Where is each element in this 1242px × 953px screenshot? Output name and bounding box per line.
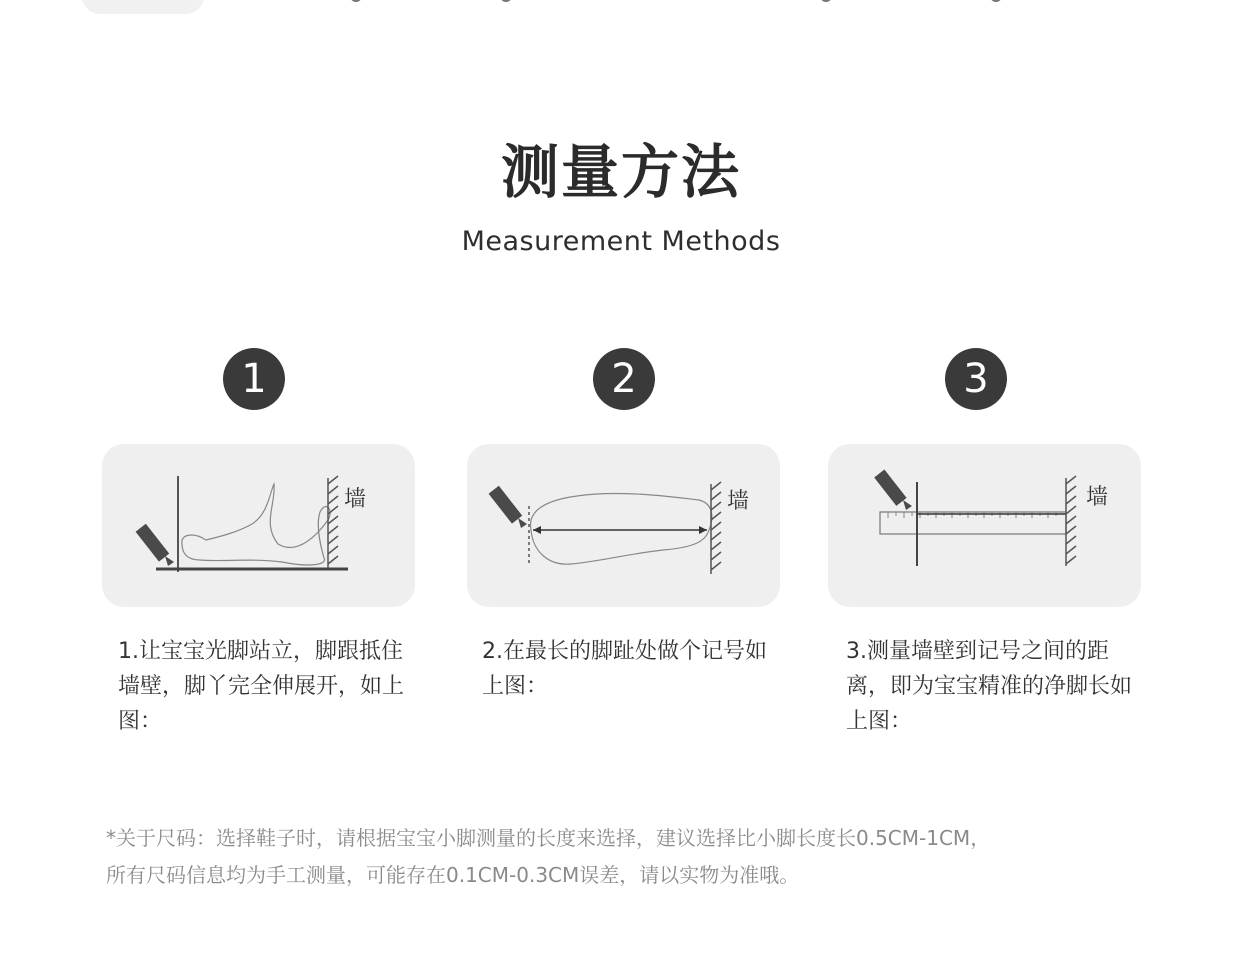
- ruler-icon: [880, 512, 1066, 534]
- size-note-line-1: *关于尺码：选择鞋子时，请根据宝宝小脚测量的长度来选择，建议选择比小脚长度长0.5CM-1CM，: [106, 826, 991, 850]
- page-title: 测量方法: [500, 138, 741, 206]
- previous-section-edge: [0, 0, 1242, 16]
- decoration-dot: [500, 0, 512, 2]
- wall-label: 墙: [727, 489, 750, 514]
- wall-label: 墙: [344, 487, 367, 512]
- foot-top-outline: [530, 493, 711, 564]
- step-2-illustration: [467, 444, 780, 607]
- foot-side-outline: [182, 484, 330, 565]
- pen-icon: [136, 524, 174, 566]
- decoration-dot: [990, 0, 1002, 2]
- page-subtitle: Measurement Methods: [461, 226, 781, 257]
- step-3-description: 3.测量墙壁到记号之间的距离，即为宝宝精准的净脚长如上图：: [846, 639, 1133, 734]
- wall-label: 墙: [1086, 485, 1109, 510]
- step-2-description: 2.在最长的脚趾处做个记号如上图：: [482, 639, 767, 699]
- wall-hatch-icon: [328, 476, 338, 568]
- size-note-line-2: 所有尺码信息均为手工测量，可能存在0.1CM-0.3CM误差，请以实物为准哦。: [106, 863, 800, 887]
- step-2-badge: 2: [593, 348, 655, 410]
- pen-icon: [874, 470, 912, 510]
- wall-hatch-icon: [711, 482, 721, 574]
- pen-icon: [489, 486, 527, 528]
- step-3-illustration: [828, 444, 1141, 607]
- size-note: [106, 820, 1146, 894]
- previous-section-pill: [82, 0, 204, 14]
- step-3-badge: 3: [945, 348, 1007, 410]
- step-1-illustration: [102, 444, 415, 607]
- decoration-dot: [350, 0, 362, 2]
- decoration-dot: [820, 0, 832, 2]
- step-1-badge: 1: [223, 348, 285, 410]
- step-1-description: 1.让宝宝光脚站立，脚跟抵住墙壁，脚丫完全伸展开，如上图：: [118, 639, 405, 734]
- wall-hatch-icon: [1066, 476, 1076, 566]
